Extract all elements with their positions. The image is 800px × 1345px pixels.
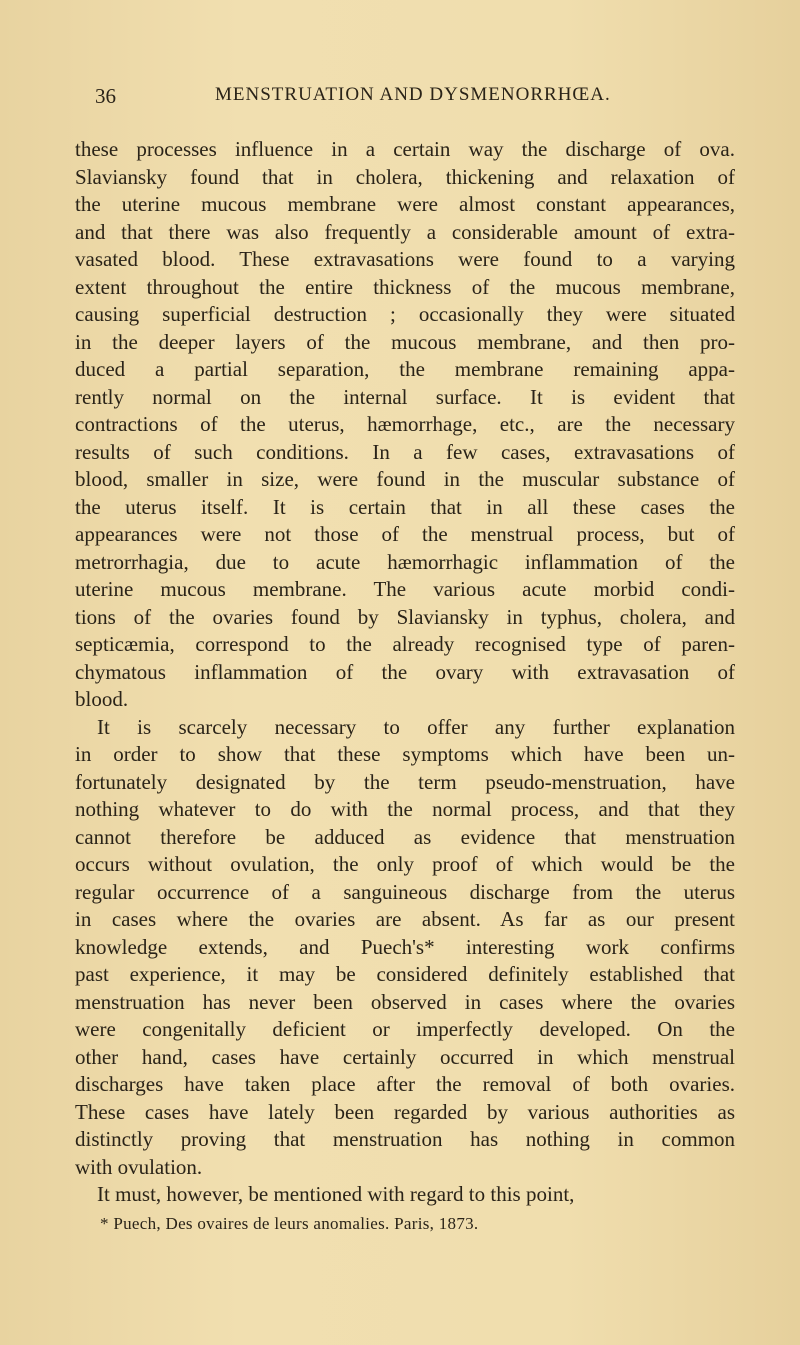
body-text xyxy=(75,136,735,1209)
running-head: MENSTRUATION AND DYSMENORRHŒA. xyxy=(215,84,611,105)
text-line: contractions of the uterus, hæmorrhage, etc., are the necessary xyxy=(75,412,735,436)
text-line: menstruation has never been observed in cases where the ovaries xyxy=(75,989,735,1014)
text-line: these processes influence in a certain way the discharge of ova. xyxy=(75,137,735,161)
text-line: in order to show that these symptoms which have been un- xyxy=(75,742,735,766)
text-line: other hand, cases have certainly occurred in which menstrual xyxy=(75,1044,735,1069)
text-line: the uterus itself. It is certain that in all these cases the xyxy=(75,494,735,519)
text-line: appearances were not those of the menstrual process, but of xyxy=(75,522,735,546)
text-line: the uterine mucous membrane were almost constant appearances, xyxy=(75,192,735,216)
text-line: extent throughout the entire thickness of the mucous membrane, xyxy=(75,274,735,299)
text-line: rently normal on the internal surface. It is evident that xyxy=(75,384,735,409)
text-line: knowledge extends, and Puech's* interesting work confirms xyxy=(75,934,735,959)
text-line: nothing whatever to do with the normal process, and that they xyxy=(75,797,735,821)
text-line: cannot therefore be adduced as evidence that menstruation xyxy=(75,824,735,849)
text-line: These cases have lately been regarded by various authorities as xyxy=(75,1099,735,1124)
text-line: in cases where the ovaries are absent. As far as our present xyxy=(75,907,735,931)
text-line: causing superficial destruction ; occasionally they were situated xyxy=(75,302,735,326)
text-line: blood, smaller in size, were found in the muscular substance of xyxy=(75,467,735,491)
footnote: * Puech, Des ovaires de leurs anomalies. Paris, 1873. xyxy=(100,1214,479,1233)
text-line: duced a partial separation, the membrane remaining appa- xyxy=(75,357,735,381)
text-line: distinctly proving that menstruation has nothing in common xyxy=(75,1127,735,1151)
text-line: were congenitally deficient or imperfectly developed. On the xyxy=(75,1017,735,1041)
text-line: and that there was also frequently a considerable amount of extra- xyxy=(75,219,735,244)
text-line: It must, however, be mentioned with regard to this point, xyxy=(97,1182,575,1206)
text-line: It is scarcely necessary to offer any further explanation xyxy=(97,714,735,739)
text-line: Slaviansky found that in cholera, thickening and relaxation of xyxy=(75,164,735,189)
text-line: metrorrhagia, due to acute hæmorrhagic inflammation of the xyxy=(75,549,735,574)
text-line: vasated blood. These extravasations were found to a varying xyxy=(75,247,735,271)
text-line: results of such conditions. In a few cases, extravasations of xyxy=(75,439,735,464)
text-line: chymatous inflammation of the ovary with extravasation of xyxy=(75,659,735,684)
text-line: past experience, it may be considered definitely established that xyxy=(75,962,735,986)
text-line: blood. xyxy=(75,687,129,711)
text-line: fortunately designated by the term pseudo-menstruation, have xyxy=(75,769,735,794)
text-line: uterine mucous membrane. The various acute morbid condi- xyxy=(75,577,735,601)
text-line: septicæmia, correspond to the already recognised type of paren- xyxy=(75,632,735,656)
text-line: regular occurrence of a sanguineous discharge from the uterus xyxy=(75,879,735,904)
page-header xyxy=(95,84,735,114)
text-line: occurs without ovulation, the only proof of which would be the xyxy=(75,852,735,876)
text-line: with ovulation. xyxy=(75,1154,203,1179)
text-line: discharges have taken place after the removal of both ovaries. xyxy=(75,1072,735,1096)
page-number: 36 xyxy=(95,84,116,108)
text-line: tions of the ovaries found by Slaviansky in typhus, cholera, and xyxy=(75,604,735,629)
text-line: in the deeper layers of the mucous membrane, and then pro- xyxy=(75,329,735,354)
